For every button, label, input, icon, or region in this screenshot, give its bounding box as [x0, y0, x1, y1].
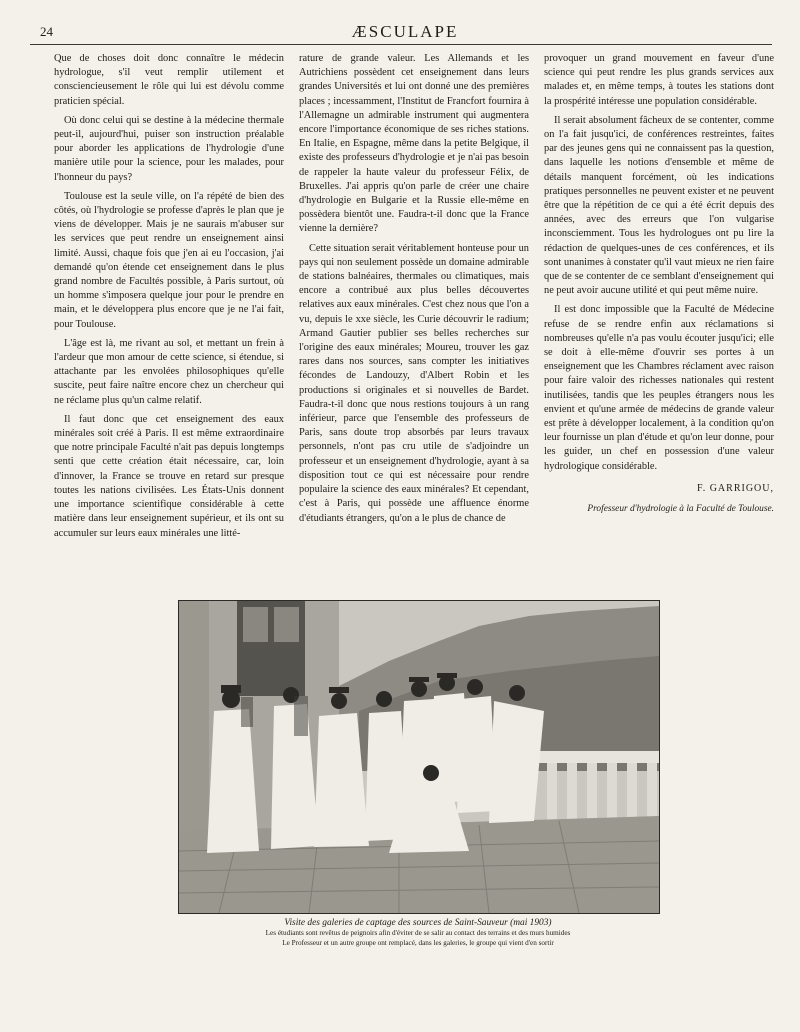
- group-photograph: [178, 600, 660, 914]
- paragraph: provoquer un grand mouvement en faveur d'une science qui peut rendre les plus grands services aux malades et, en même temps, à toutes les stations dont la prospérité intéresse une population considérable.: [544, 53, 774, 107]
- author-signature: F. GARRIGOU,: [696, 482, 774, 494]
- photo-balustrade-rail: [539, 751, 659, 763]
- page-header: [30, 22, 780, 44]
- caption-line-2: Le Professeur et un autre groupe ont remplacé, dans les galeries, le groupe qui vient d'en sortir: [282, 939, 554, 947]
- page-number: 24: [40, 24, 53, 39]
- paragraph: rature de grande valeur. Les Allemands et les Autrichiens possèdent cet enseignement dans leurs grandes Universités et lui ont donné une des premières places ; incessamment, l'Institut de Francfort fournira à l'Allemagne un admirable instrument qui augmentera encore l'importance économique de ses riches stations. En Italie, en Espagne, même dans la petite Belgique, il existe des professeurs d'hydrologie et je n'ai pas besoin de rappeler la haute valeur du professeur Félix, de Bruxelles. J'ai appris qu'on parle de créer une chaire d'hydrologie en Bulgarie et la Russie elle-même en possèdera bientôt une. Faudra-t-il donc que la France vienne la dernière?: [299, 53, 529, 235]
- author-title: Professeur d'hydrologie à la Faculté de Toulouse.: [587, 504, 774, 515]
- photo-window-pane: [243, 607, 268, 642]
- paragraph: Que de choses doit donc connaître le médecin hydrologue, s'il veut remplir utilement et consciencieusement le rôle qui lui est dévolu comme praticien spécial.: [54, 53, 284, 107]
- paragraph: Il est donc impossible que la Faculté de Médecine refuse de se rendre enfin aux réclamations si nombreuses qu'elle n'a pas voulu écouter jusqu'ici; elle se doit à elle-même d'ouvrir ses portes à un enseignement que les Chambres réclament avec raison pour faire valoir des richesses nationales qui restent inutilisées, tandis que les peuples étrangers nous les envient et qu'une armée de médecins de grande valeur est prête à développer localement, à la condition qu'on leur fournisse un plan d'étude et qu'on leur donne, pour les guider, un chef en possession d'une valeur hydrologique considérable.: [544, 304, 774, 472]
- column-3: [544, 52, 774, 516]
- paragraph: Toulouse est la seule ville, on l'a répété de bien des côtés, où l'hydrologie se professe d'après le plan que je viens de développer. Mais je ne saurais m'abuser sur les services que peut rendre un enseignement ainsi limité. Aussi, chaque fois que j'en ai eu l'occasion, j'ai demandé qu'on étende cet enseignement dans le plus grand nombre de Facultés possible, à Paris surtout, où un homme s'imposera quelque jour pour le prendre en main, et le développera plus encore que je ne l'ai fait, pour Toulouse.: [54, 190, 284, 330]
- photo-pillar: [179, 601, 209, 831]
- paragraph: L'âge est là, me rivant au sol, et mettant un frein à l'ardeur que mon amour de cette science, si étendue, si attachante par les envolées philosophiques qu'elle suscite, peut faire naître encore chez un chercheur qui ne réclame plus qu'un calme relatif.: [54, 337, 284, 406]
- paragraph: Il faut donc que cet enseignement des eaux minérales soit créé à Paris. Il est même extraordinaire que notre principale Faculté n'ait pas depuis longtemps senti que cette création était nécessaire, car, loin d'innover, la France se trouve en retard sur presque toutes les nations civilisées. Les États-Unis donnent une importance scientifique considérable à cette matière dans leur enseignement supérieur, et ils ont su accumuler sur leurs eaux minérales une litté-: [54, 413, 284, 539]
- column-2: [299, 52, 529, 531]
- article-body: [54, 52, 794, 552]
- paragraph: Cette situation serait véritablement honteuse pour un pays qui non seulement possède un domaine admirable de stations balnéaires, thermales ou climatiques, mais encore a contribué aux plus belles découvertes relatives aux eaux minérales. C'est chez nous que l'on a vu, depuis le xxe siècle, les Curie découvrir le radium; Armand Gautier publier ses belles recherches sur l'origine des eaux minérales; Moureu, trouver les gaz rares dans nos sources, sans compter les initiatives fécondes de Landouzy, d'Albert Robin et les productions si originales et si nouvelles de Bardet. Faudra-t-il donc que nous restions toujours à un rang inférieur, parce que l'ensemble des professeurs de Paris, sans doute trop absorbés par leurs travaux personnels, n'ont pas cru utile de s'adjoindre un professeur et un enseignement d'hydrologie, ayant à sa disposition tout ce qui est nécessaire pour rendre populaire la science des eaux minérales? Et cependant, c'est à Paris, qui possède une affluence énorme d'étudiants étrangers, qu'on a le plus de chance de: [299, 242, 529, 524]
- caption-line-1: Les étudiants sont revêtus de peignoirs afin d'éviter de se salir au contact des terrains et des murs humides: [265, 929, 571, 937]
- column-1: [54, 52, 284, 546]
- paragraph: Où donc celui qui se destine à la médecine thermale peut-il, aujourd'hui, puiser son instruction préalable pour aborder les applications de l'hydrologie d'une manière utile pour la science, pour les malades, pour l'honneur du pays?: [54, 114, 284, 183]
- photo-window-pane: [274, 607, 299, 642]
- journal-title: ÆSCULAPE: [351, 22, 459, 41]
- header-rule: [30, 44, 772, 45]
- caption-title: Visite des galeries de captage des sources de Saint-Sauveur (mai 1903): [284, 918, 552, 928]
- paragraph: Il serait absolument fâcheux de se contenter, comme on l'a fait jusqu'ici, de conférences restreintes, faites par des jeunes gens qui ne connaissent pas la question, dans laquelle les notions d'ensemble et même de détails manquent forcément, où les indications pratiques personnelles ne peuvent exister et ne peuvent être que la répétition de ce qui a été écrit depuis des années, avec des erreurs que l'on vulgarise inconsciemment. Tous les hydrologues ont pu lire la rédaction de quelques-unes de ces conférences, et ils sont unanimes à constater qu'il vaut mieux ne rien faire que de se contenter de ce semblant d'enseignement qui ne peut avoir aucune utilité et qui peut même nuire.: [544, 114, 774, 297]
- photo-illustration: [179, 601, 659, 913]
- photo-caption: [178, 918, 658, 948]
